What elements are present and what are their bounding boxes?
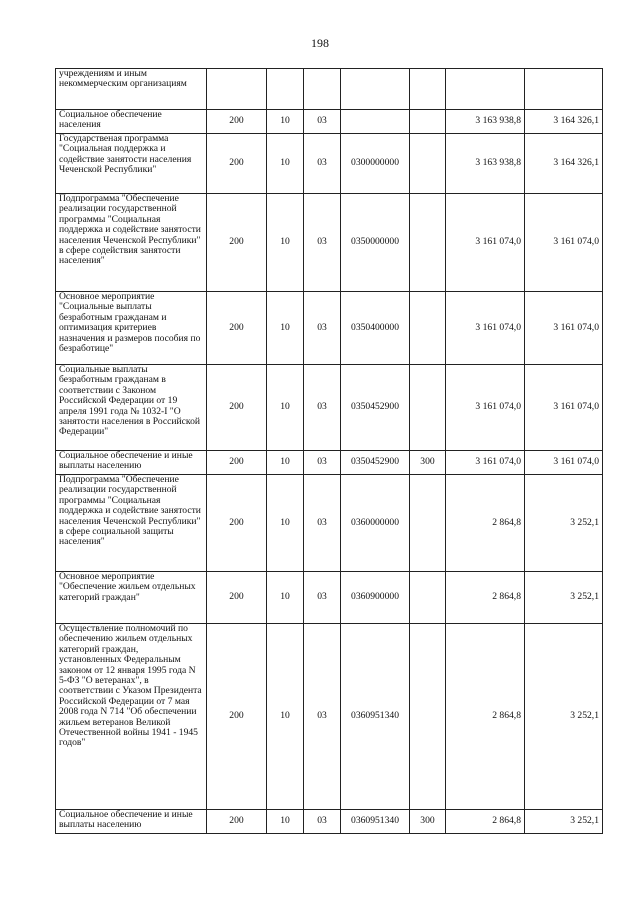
target-article-code: 0350452900: [341, 365, 410, 451]
row-name: учреждениям и иным некоммерческим организациям: [56, 69, 207, 110]
page-number: 198: [311, 36, 329, 50]
subsection-code: 03: [304, 365, 341, 451]
target-article-code: 0360000000: [341, 475, 410, 572]
section-code: [267, 69, 304, 110]
target-article-code: 0350400000: [341, 292, 410, 365]
section-code: 10: [267, 810, 304, 834]
table-row: [56, 810, 603, 834]
section-code: 10: [267, 292, 304, 365]
admin-code: 200: [207, 110, 267, 134]
admin-code: 200: [207, 810, 267, 834]
amount-year-1: 3 161 074,0: [446, 194, 525, 292]
section-code: 10: [267, 134, 304, 194]
subsection-code: 03: [304, 572, 341, 624]
section-code: 10: [267, 110, 304, 134]
target-article-code: 0300000000: [341, 134, 410, 194]
amount-year-2: 3 161 074,0: [525, 451, 603, 475]
row-name: Социальное обеспечение и иные выплаты населению: [56, 810, 207, 834]
admin-code: 200: [207, 134, 267, 194]
table-row: [56, 451, 603, 475]
row-name: Осуществление полномочий по обеспечению жильем отдельных категорий граждан, установленных Федеральным законом от 12 января 1995 года N 5-ФЗ "О ветеранах", в соответствии с Указом Президента Российской Федерации от 7 мая 2008 года N 714 "Об обеспечении жильем ветеранов Великой Отечественной войны 1941 - 1945 годов": [56, 624, 207, 810]
row-name: Подпрограмма "Обеспечение реализации государственной программы "Социальная поддержка и содействие занятости населения Чеченской Республики" в сфере содействия занятости населения": [56, 194, 207, 292]
section-code: 10: [267, 451, 304, 475]
amount-year-1: 2 864,8: [446, 624, 525, 810]
subsection-code: [304, 69, 341, 110]
amount-year-2: 3 161 074,0: [525, 292, 603, 365]
row-name: Социальное обеспечение населения: [56, 110, 207, 134]
admin-code: 200: [207, 624, 267, 810]
amount-year-1: 3 161 074,0: [446, 451, 525, 475]
target-article-code: [341, 69, 410, 110]
table-row: [56, 572, 603, 624]
admin-code: 200: [207, 292, 267, 365]
table-row: [56, 134, 603, 194]
expense-type-code: [410, 365, 446, 451]
table-row: [56, 292, 603, 365]
expense-type-code: [410, 292, 446, 365]
section-code: 10: [267, 194, 304, 292]
expense-type-code: [410, 134, 446, 194]
admin-code: [207, 69, 267, 110]
row-name: Социальное обеспечение и иные выплаты населению: [56, 451, 207, 475]
amount-year-2: 3 252,1: [525, 572, 603, 624]
subsection-code: 03: [304, 810, 341, 834]
target-article-code: 0360900000: [341, 572, 410, 624]
table-row: [56, 194, 603, 292]
amount-year-2: 3 161 074,0: [525, 365, 603, 451]
subsection-code: 03: [304, 134, 341, 194]
target-article-code: 0360951340: [341, 810, 410, 834]
row-name: Основное мероприятие "Обеспечение жильем отдельных категорий граждан": [56, 572, 207, 624]
subsection-code: 03: [304, 624, 341, 810]
row-name: Подпрограмма "Обеспечение реализации государственной программы "Социальная поддержка и содействие занятости населения Чеченской Республики" в сфере социальной защиты населения": [56, 475, 207, 572]
subsection-code: 03: [304, 194, 341, 292]
expense-type-code: [410, 194, 446, 292]
amount-year-1: 3 161 074,0: [446, 292, 525, 365]
target-article-code: 0350000000: [341, 194, 410, 292]
subsection-code: 03: [304, 451, 341, 475]
amount-year-2: 3 164 326,1: [525, 110, 603, 134]
subsection-code: 03: [304, 110, 341, 134]
target-article-code: [341, 110, 410, 134]
amount-year-2: [525, 69, 603, 110]
expense-type-code: [410, 69, 446, 110]
expense-type-code: [410, 110, 446, 134]
amount-year-1: 2 864,8: [446, 810, 525, 834]
table-row: [56, 475, 603, 572]
expense-type-code: 300: [410, 451, 446, 475]
subsection-code: 03: [304, 292, 341, 365]
amount-year-1: 2 864,8: [446, 572, 525, 624]
amount-year-1: 3 161 074,0: [446, 365, 525, 451]
section-code: 10: [267, 365, 304, 451]
amount-year-2: 3 252,1: [525, 624, 603, 810]
section-code: 10: [267, 572, 304, 624]
expense-type-code: [410, 624, 446, 810]
budget-table: [55, 68, 603, 834]
admin-code: 200: [207, 475, 267, 572]
admin-code: 200: [207, 451, 267, 475]
section-code: 10: [267, 624, 304, 810]
row-name: Основное мероприятие "Социальные выплаты безработным гражданам и оптимизация критериев назначения и размеров пособия по безработице": [56, 292, 207, 365]
expense-type-code: [410, 475, 446, 572]
amount-year-2: 3 161 074,0: [525, 194, 603, 292]
expense-type-code: [410, 572, 446, 624]
row-name: Государственая программа "Социальная поддержка и содействие занятости населения Чеченской Республики": [56, 134, 207, 194]
amount-year-2: 3 164 326,1: [525, 134, 603, 194]
row-name: Социальные выплаты безработным гражданам в соответствии с Законом Российской Федерации от 19 апреля 1991 года № 1032-I "О занятости населения в Российской Федерации": [56, 365, 207, 451]
amount-year-2: 3 252,1: [525, 475, 603, 572]
table-row: [56, 624, 603, 810]
table-row: [56, 110, 603, 134]
admin-code: 200: [207, 572, 267, 624]
admin-code: 200: [207, 365, 267, 451]
subsection-code: 03: [304, 475, 341, 572]
table-row: [56, 69, 603, 110]
amount-year-1: 3 163 938,8: [446, 110, 525, 134]
admin-code: 200: [207, 194, 267, 292]
target-article-code: 0360951340: [341, 624, 410, 810]
amount-year-2: 3 252,1: [525, 810, 603, 834]
amount-year-1: 3 163 938,8: [446, 134, 525, 194]
amount-year-1: 2 864,8: [446, 475, 525, 572]
target-article-code: 0350452900: [341, 451, 410, 475]
table-row: [56, 365, 603, 451]
expense-type-code: 300: [410, 810, 446, 834]
section-code: 10: [267, 475, 304, 572]
amount-year-1: [446, 69, 525, 110]
